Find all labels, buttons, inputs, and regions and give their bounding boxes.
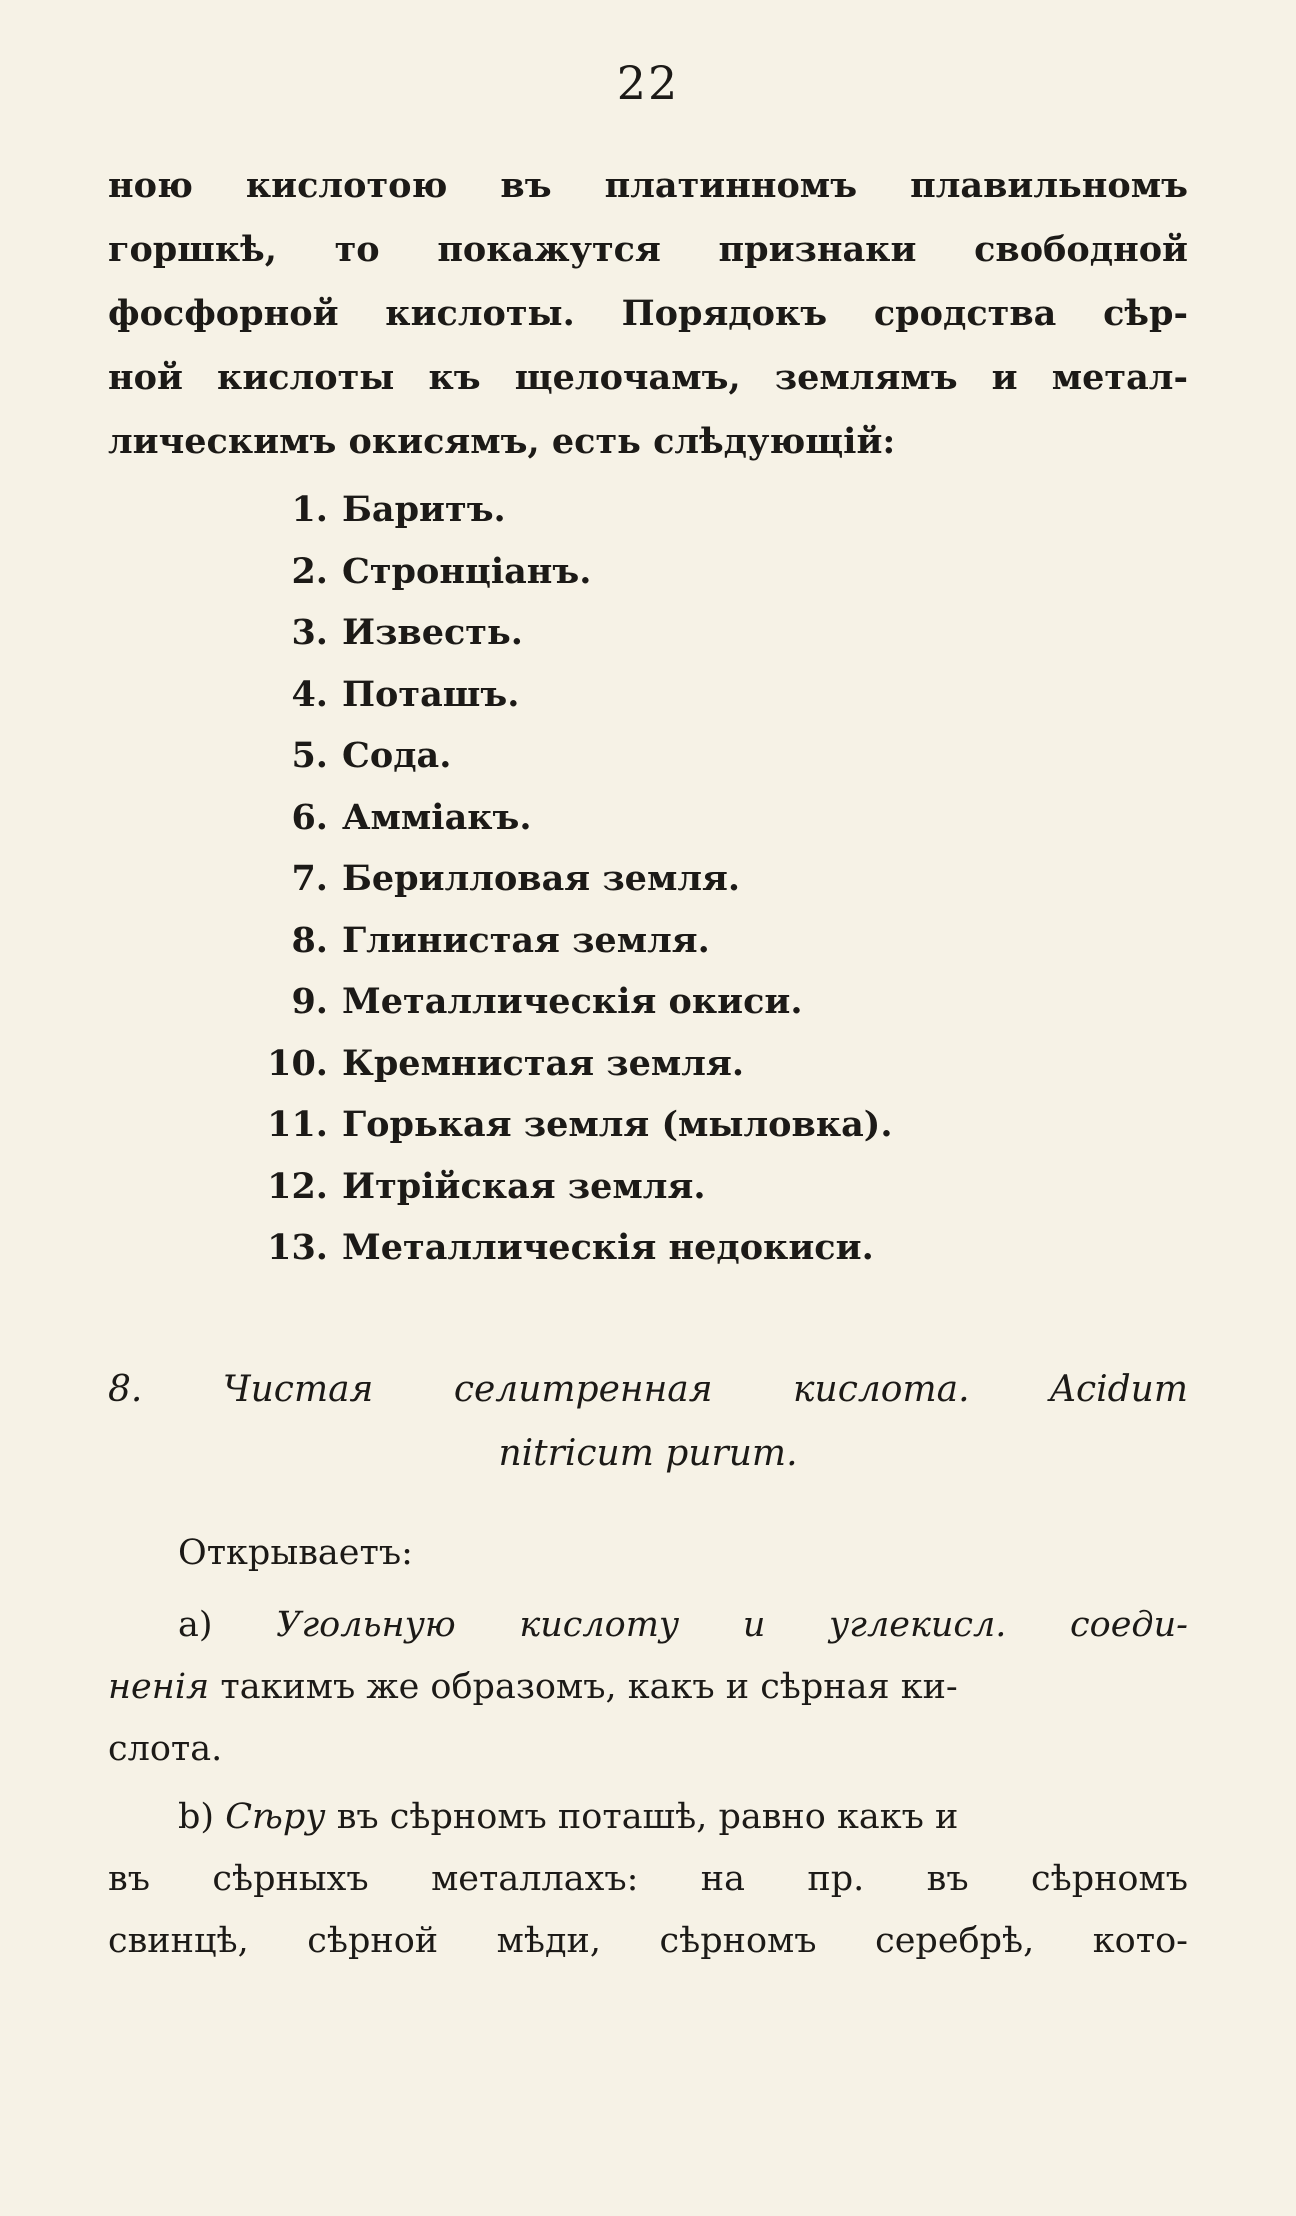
item-b-rest: въ сѣрномъ поташѣ, равно какъ и [325,1797,959,1837]
list-item [196,1043,745,1084]
list-item [196,612,523,653]
item-a-line3: слота. [108,1729,223,1769]
item-a-italic: Угольную кислоту и углекисл. соеди- [276,1605,1188,1645]
item-a-line2 [108,1667,1188,1707]
list-item-label: Итрійская земля. [342,1166,706,1207]
text-line: ною кислотою въ платинномъ плавильномъ [108,165,1188,206]
list-item-number: 8. [291,920,328,961]
list-item [196,1227,874,1268]
item-b-marker: b) [178,1797,215,1837]
list-item-label: Кремнистая земля. [342,1043,745,1084]
text-line: горшкѣ, то покажутся признаки свободной [108,229,1188,270]
list-item-label: Металлическія недокиси. [342,1227,874,1268]
list-item-number: 10. [267,1043,328,1084]
list-item-label: Баритъ. [342,489,506,530]
list-item-label: Горькая земля (мыловка). [342,1104,893,1145]
list-item-number: 5. [291,735,328,776]
list-item-label: Стронціанъ. [342,551,592,592]
list-item [196,858,741,899]
list-item-label: Металлическія окиси. [342,981,803,1022]
list-item-number: 1. [291,489,328,530]
item-a-line2-rest: такимъ же образомъ, какъ и сѣрная ки- [209,1667,958,1707]
list-item-number: 9. [291,981,328,1022]
opens-label: Открываетъ: [178,1533,413,1573]
list-item-label: Поташъ. [342,674,520,715]
item-a-line2-italic: ненія [108,1667,210,1707]
item-b-italic: Сѣру [225,1797,326,1837]
list-item [196,797,532,838]
list-item [196,551,592,592]
list-item-label: Глинистая земля. [342,920,710,961]
list-item-number: 6. [291,797,328,838]
list-item [196,1104,893,1145]
list-item-number: 11. [267,1104,328,1145]
item-b-line1 [178,1797,1188,1837]
item-b-line3: свинцѣ, сѣрной мѣди, сѣрномъ серебрѣ, кото- [108,1921,1188,1961]
list-item-label: Известь. [342,612,523,653]
text-line: ной кислоты къ щелочамъ, землямъ и метал- [108,357,1188,398]
list-item-number: 7. [291,858,328,899]
page-number: 22 [616,56,680,110]
list-item-label: Берилловая земля. [342,858,741,899]
list-item-number: 3. [291,612,328,653]
list-item [196,674,520,715]
list-item-number: 12. [267,1166,328,1207]
list-item-number: 13. [267,1227,328,1268]
item-a-line1 [178,1605,1188,1645]
text-line: лическимъ окисямъ, есть слѣдующій: [108,421,896,462]
text-line: фосфорной кислоты. Порядокъ сродства сѣр- [108,293,1188,334]
item-a-marker: a) [178,1605,213,1645]
section-heading-line1: 8. Чистая селитренная кислота. Acidum [108,1369,1188,1410]
list-item-label: Сода. [342,735,452,776]
list-item [196,920,710,961]
list-item [196,981,803,1022]
list-item-number: 2. [291,551,328,592]
list-item [196,1166,706,1207]
list-item-number: 4. [291,674,328,715]
item-b-line2: въ сѣрныхъ металлахъ: на пр. въ сѣрномъ [108,1859,1188,1899]
list-item [196,489,506,530]
list-item [196,735,452,776]
list-item-label: Аммiакъ. [342,797,532,838]
section-heading-line2: nitricum purum. [498,1433,798,1474]
